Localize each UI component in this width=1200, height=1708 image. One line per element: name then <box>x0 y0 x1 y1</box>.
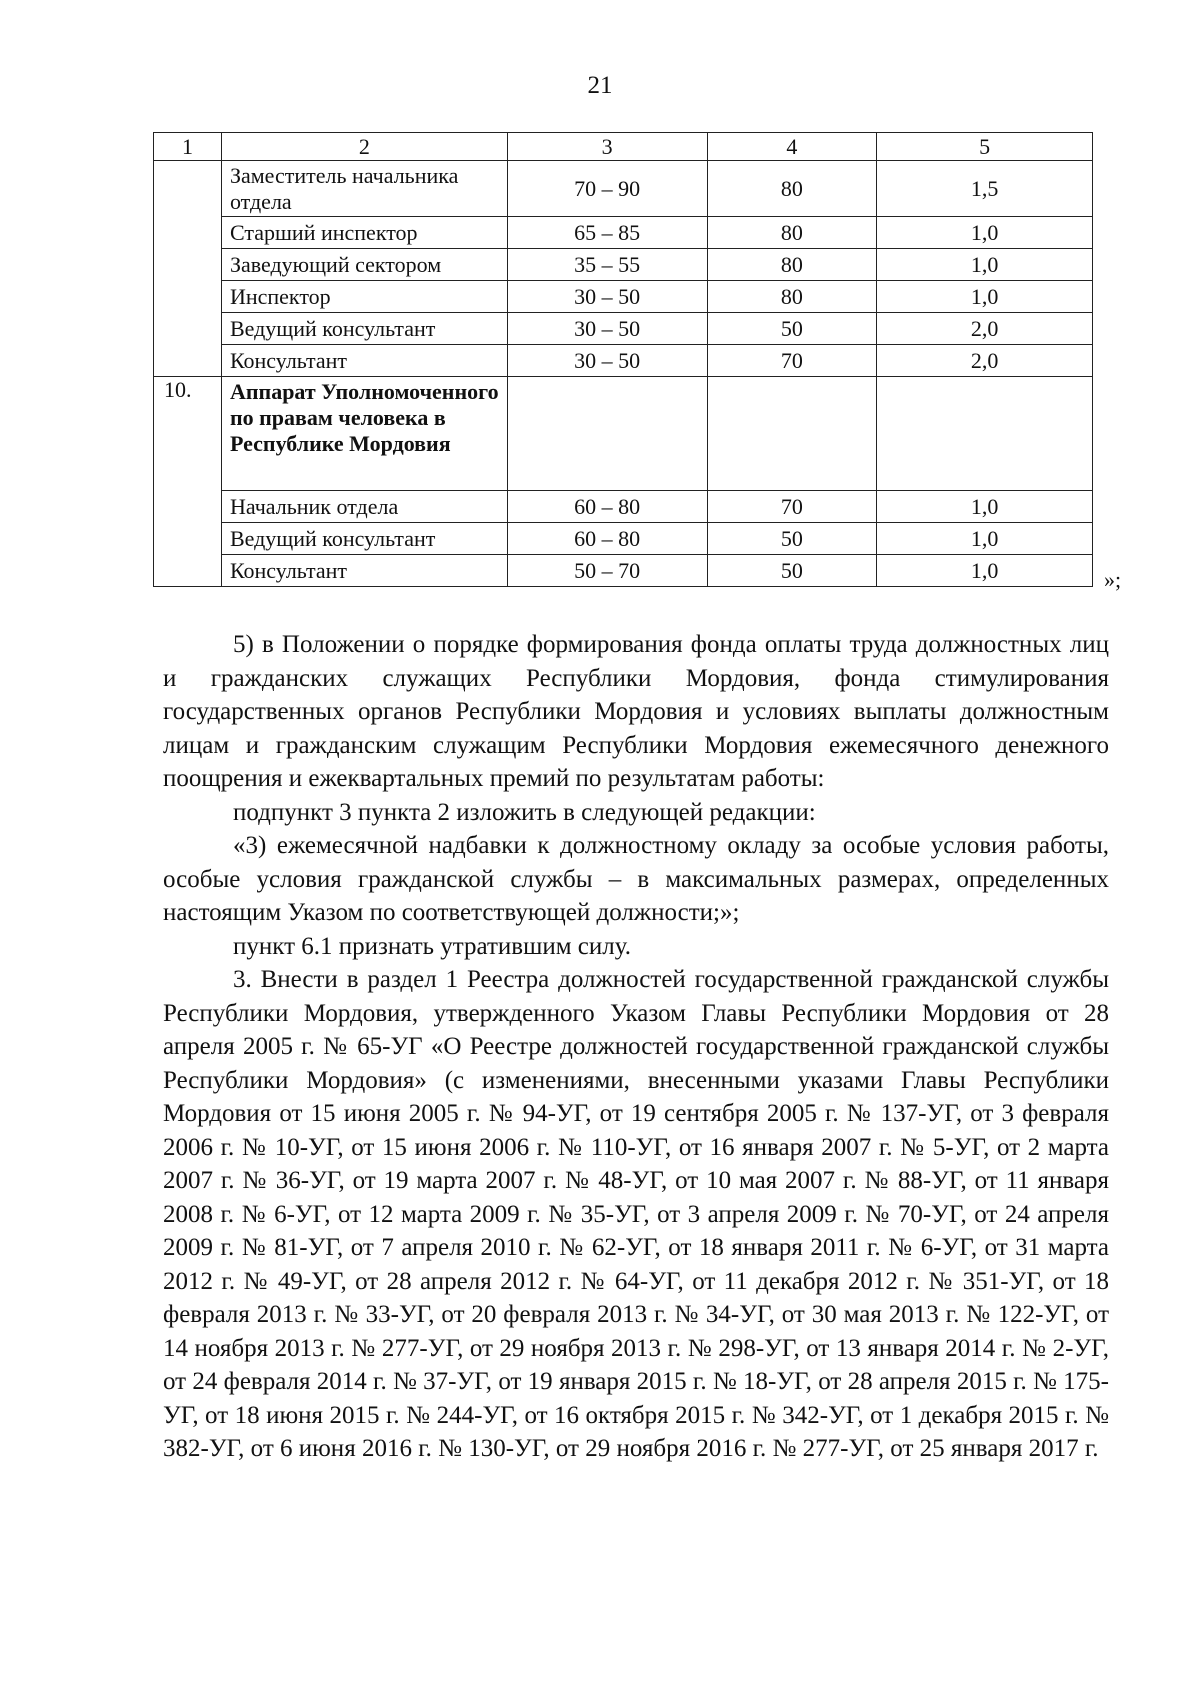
table-row <box>154 345 1093 377</box>
table-row <box>154 491 1093 523</box>
group-number-cell <box>154 161 222 377</box>
position-name-cell: Старший инспектор <box>221 217 507 249</box>
table-row <box>154 281 1093 313</box>
closing-quote-mark: »; <box>1104 567 1122 592</box>
table-row <box>154 523 1093 555</box>
value-cell: 80 <box>707 161 877 217</box>
range-cell: 50 – 70 <box>507 555 707 587</box>
positions-table <box>153 132 1093 587</box>
header-cell: 3 <box>507 133 707 161</box>
position-name-cell: Заместитель начальника отдела <box>221 161 507 217</box>
empty-cell <box>877 377 1093 491</box>
header-cell: 2 <box>221 133 507 161</box>
position-name-cell: Заведующий сектором <box>221 249 507 281</box>
table-row <box>154 555 1093 587</box>
header-cell: 5 <box>877 133 1093 161</box>
position-name-cell: Начальник отдела <box>221 491 507 523</box>
range-cell: 60 – 80 <box>507 523 707 555</box>
section-number-cell: 10. <box>154 377 222 587</box>
table-row <box>154 249 1093 281</box>
body-text <box>163 628 1109 1466</box>
coefficient-cell: 1,0 <box>877 249 1093 281</box>
header-cell: 4 <box>707 133 877 161</box>
position-name-cell: Ведущий консультант <box>221 523 507 555</box>
range-cell: 30 – 50 <box>507 313 707 345</box>
empty-cell <box>707 377 877 491</box>
coefficient-cell: 2,0 <box>877 313 1093 345</box>
coefficient-cell: 1,0 <box>877 555 1093 587</box>
value-cell: 80 <box>707 217 877 249</box>
paragraph: «3) ежемесячной надбавки к должностному окладу за особые условия работы, особые условия гражданской службы – в максимальных размерах, определенных настоящим Указом по соответствующей должности;»; <box>163 832 1109 926</box>
value-cell: 80 <box>707 281 877 313</box>
table-row <box>154 217 1093 249</box>
range-cell: 65 – 85 <box>507 217 707 249</box>
range-cell: 30 – 50 <box>507 345 707 377</box>
value-cell: 70 <box>707 345 877 377</box>
coefficient-cell: 1,0 <box>877 281 1093 313</box>
value-cell: 50 <box>707 555 877 587</box>
value-cell: 50 <box>707 523 877 555</box>
value-cell: 70 <box>707 491 877 523</box>
section-title-cell: Аппарат Уполномоченного по правам человека в Республике Мордовия <box>221 377 507 491</box>
paragraph: 3. Внести в раздел 1 Реестра должностей государственной гражданской службы Республики Мордовия, утвержденного Указом Главы Республики Мордовия от 28 апреля 2005 г. № 65-УГ «О Реестре должностей государственной гражданской службы Республики Мордовия» (с изменениями, внесенными указами Главы Республики Мордовия от 15 июня 2005 г. № 94-УГ, от 19 сентября 2005 г. № 137-УГ, от 3 февраля 2006 г. № 10-УГ, от 15 июня 2006 г. № 110-УГ, от 16 января 2007 г. № 5-УГ, от 2 марта 2007 г. № 36-УГ, от 19 марта 2007 г. № 48-УГ, от 10 мая 2007 г. № 88-УГ, от 11 января 2008 г. № 6-УГ, от 12 марта 2009 г. № 35-УГ, от 3 апреля 2009 г. № 70-УГ, от 24 апреля 2009 г. № 81-УГ, от 7 апреля 2010 г. № 62-УГ, от 18 января 2011 г. № 6-УГ, от 31 марта 2012 г. № 49-УГ, от 28 апреля 2012 г. № 64-УГ, от 11 декабря 2012 г. № 351-УГ, от 18 февраля 2013 г. № 33-УГ, от 20 февраля 2013 г. № 34-УГ, от 30 мая 2013 г. № 122-УГ, от 14 ноября 2013 г. № 277-УГ, от 29 ноября 2013 г. № 298-УГ, от 13 января 2014 г. № 2-УГ, от 24 февраля 2014 г. № 37-УГ, от 19 января 2015 г. № 18-УГ, от 28 апреля 2015 г. № 175-УГ, от 18 июня 2015 г. № 244-УГ, от 16 октября 2015 г. № 342-УГ, от 1 декабря 2015 г. № 382-УГ, от 6 июня 2016 г. № 130-УГ, от 29 ноября 2016 г. № 277-УГ, от 25 января 2017 г. <box>163 966 1109 1462</box>
position-name-cell: Ведущий консультант <box>221 313 507 345</box>
range-cell: 35 – 55 <box>507 249 707 281</box>
position-name-cell: Консультант <box>221 345 507 377</box>
header-cell: 1 <box>154 133 222 161</box>
range-cell: 60 – 80 <box>507 491 707 523</box>
paragraph: подпункт 3 пункта 2 изложить в следующей редакции: <box>233 798 816 826</box>
section-header-row <box>154 377 1093 491</box>
coefficient-cell: 1,0 <box>877 491 1093 523</box>
page-number: 21 <box>587 72 613 99</box>
range-cell: 70 – 90 <box>507 161 707 217</box>
coefficient-cell: 1,0 <box>877 523 1093 555</box>
table-row <box>154 313 1093 345</box>
table-header-row <box>154 133 1093 161</box>
coefficient-cell: 2,0 <box>877 345 1093 377</box>
position-name-cell: Инспектор <box>221 281 507 313</box>
coefficient-cell: 1,0 <box>877 217 1093 249</box>
empty-cell <box>507 377 707 491</box>
paragraph: 5) в Положении о порядке формирования фонда оплаты труда должностных лиц и гражданских служащих Республики Мордовия, фонда стимулирования государственных органов Республики Мордовия и условиях выплаты должностным лицам и гражданским служащим Республики Мордовия ежемесячного денежного поощрения и ежеквартальных премий по результатам работы: <box>163 631 1109 792</box>
paragraph: пункт 6.1 признать утратившим силу. <box>233 932 631 960</box>
coefficient-cell: 1,5 <box>877 161 1093 217</box>
value-cell: 80 <box>707 249 877 281</box>
table-row <box>154 161 1093 217</box>
range-cell: 30 – 50 <box>507 281 707 313</box>
value-cell: 50 <box>707 313 877 345</box>
position-name-cell: Консультант <box>221 555 507 587</box>
